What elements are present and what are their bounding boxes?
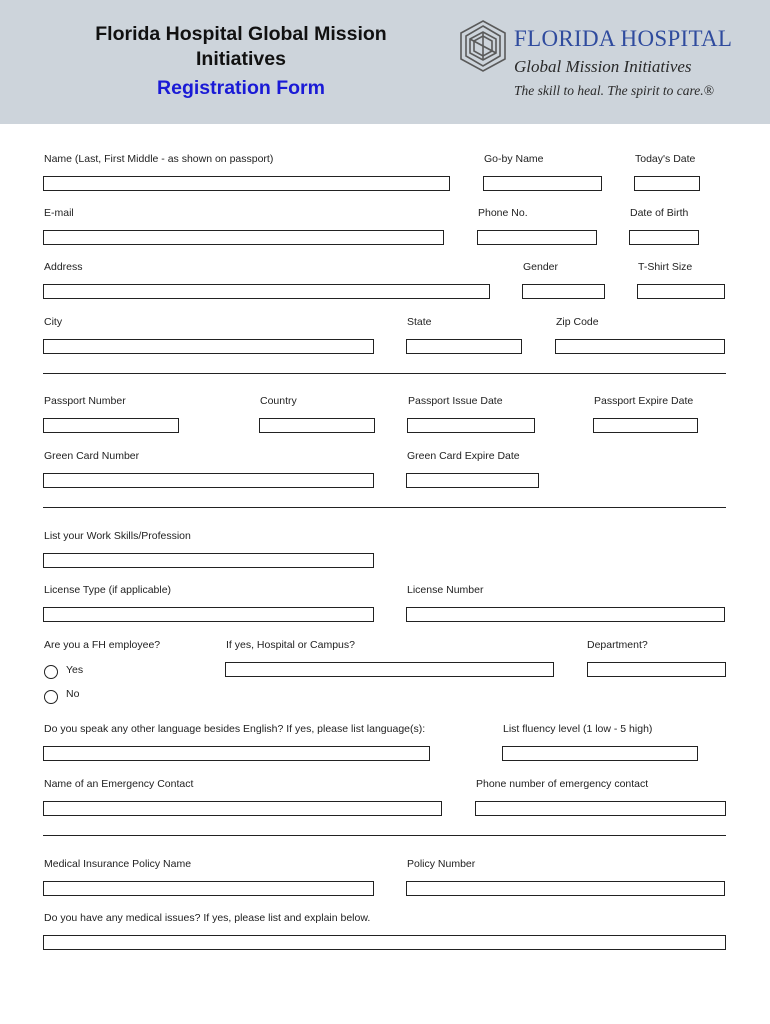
zip-label: Zip Code — [556, 316, 599, 328]
passport-number-label: Passport Number — [44, 395, 126, 407]
languages-label: Do you speak any other language besides English? If yes, please list language(s): — [44, 723, 426, 735]
section-divider — [43, 373, 726, 374]
name-label: Name (Last, First Middle - as shown on passport) — [44, 153, 274, 165]
medical-issues-field[interactable] — [43, 935, 726, 950]
hospital-logo-icon — [456, 19, 510, 73]
insurance-name-label: Medical Insurance Policy Name — [44, 858, 192, 870]
section-divider — [43, 507, 726, 508]
license-number-field[interactable] — [406, 607, 725, 622]
email-field[interactable] — [43, 230, 444, 245]
fluency-label: List fluency level (1 low - 5 high) — [503, 723, 653, 735]
state-label: State — [407, 316, 432, 328]
insurance-name-field[interactable] — [43, 881, 374, 896]
license-type-label: License Type (if applicable) — [44, 584, 172, 596]
phone-field[interactable] — [477, 230, 597, 245]
go-by-name-label: Go-by Name — [484, 153, 544, 165]
dob-field[interactable] — [629, 230, 699, 245]
gender-label: Gender — [523, 261, 559, 273]
policy-number-label: Policy Number — [407, 858, 476, 870]
form-title-line-1: Florida Hospital Global Mission — [95, 23, 387, 45]
emergency-name-field[interactable] — [43, 801, 442, 816]
passport-expire-field[interactable] — [593, 418, 698, 433]
address-label: Address — [44, 261, 83, 273]
fh-employee-no-radio[interactable] — [44, 690, 58, 704]
section-divider — [43, 835, 726, 836]
city-label: City — [44, 316, 63, 328]
passport-issue-field[interactable] — [407, 418, 535, 433]
work-skills-field[interactable] — [43, 553, 374, 568]
header-band — [0, 0, 770, 124]
green-card-expire-label: Green Card Expire Date — [407, 450, 520, 462]
name-field[interactable] — [43, 176, 450, 191]
passport-number-field[interactable] — [43, 418, 179, 433]
fh-employee-no-label: No — [66, 688, 80, 700]
logo-subname: Global Mission Initiatives — [514, 57, 692, 76]
logo-tagline: The skill to heal. The spirit to care.® — [514, 83, 714, 98]
state-field[interactable] — [406, 339, 522, 354]
department-label: Department? — [587, 639, 648, 651]
passport-expire-label: Passport Expire Date — [594, 395, 694, 407]
address-field[interactable] — [43, 284, 490, 299]
logo-name: FLORIDA HOSPITAL — [514, 26, 733, 51]
email-label: E-mail — [44, 207, 74, 219]
green-card-field[interactable] — [43, 473, 374, 488]
medical-issues-label: Do you have any medical issues? If yes, please list and explain below. — [44, 912, 371, 924]
form-subtitle: Registration Form — [157, 77, 325, 99]
phone-label: Phone No. — [478, 207, 528, 219]
department-field[interactable] — [587, 662, 726, 677]
green-card-expire-field[interactable] — [406, 473, 539, 488]
fh-employee-label: Are you a FH employee? — [44, 639, 161, 651]
tshirt-label: T-Shirt Size — [638, 261, 693, 273]
fh-employee-yes-label: Yes — [66, 664, 84, 676]
emergency-phone-field[interactable] — [475, 801, 726, 816]
todays-date-label: Today's Date — [635, 153, 696, 165]
emergency-phone-label: Phone number of emergency contact — [476, 778, 649, 790]
go-by-name-field[interactable] — [483, 176, 602, 191]
policy-number-field[interactable] — [406, 881, 725, 896]
tshirt-field[interactable] — [637, 284, 725, 299]
zip-field[interactable] — [555, 339, 725, 354]
form-title — [60, 22, 422, 72]
todays-date-field[interactable] — [634, 176, 700, 191]
country-field[interactable] — [259, 418, 375, 433]
work-skills-label: List your Work Skills/Profession — [44, 530, 191, 542]
hospital-campus-field[interactable] — [225, 662, 554, 677]
emergency-name-label: Name of an Emergency Contact — [44, 778, 194, 790]
gender-field[interactable] — [522, 284, 605, 299]
country-label: Country — [260, 395, 297, 407]
languages-field[interactable] — [43, 746, 430, 761]
green-card-label: Green Card Number — [44, 450, 140, 462]
hospital-campus-label: If yes, Hospital or Campus? — [226, 639, 355, 651]
license-number-label: License Number — [407, 584, 484, 596]
form-title-line-2: Initiatives — [196, 48, 286, 70]
fh-employee-yes-radio[interactable] — [44, 665, 58, 679]
city-field[interactable] — [43, 339, 374, 354]
fluency-field[interactable] — [502, 746, 698, 761]
passport-issue-label: Passport Issue Date — [408, 395, 503, 407]
license-type-field[interactable] — [43, 607, 374, 622]
dob-label: Date of Birth — [630, 207, 689, 219]
